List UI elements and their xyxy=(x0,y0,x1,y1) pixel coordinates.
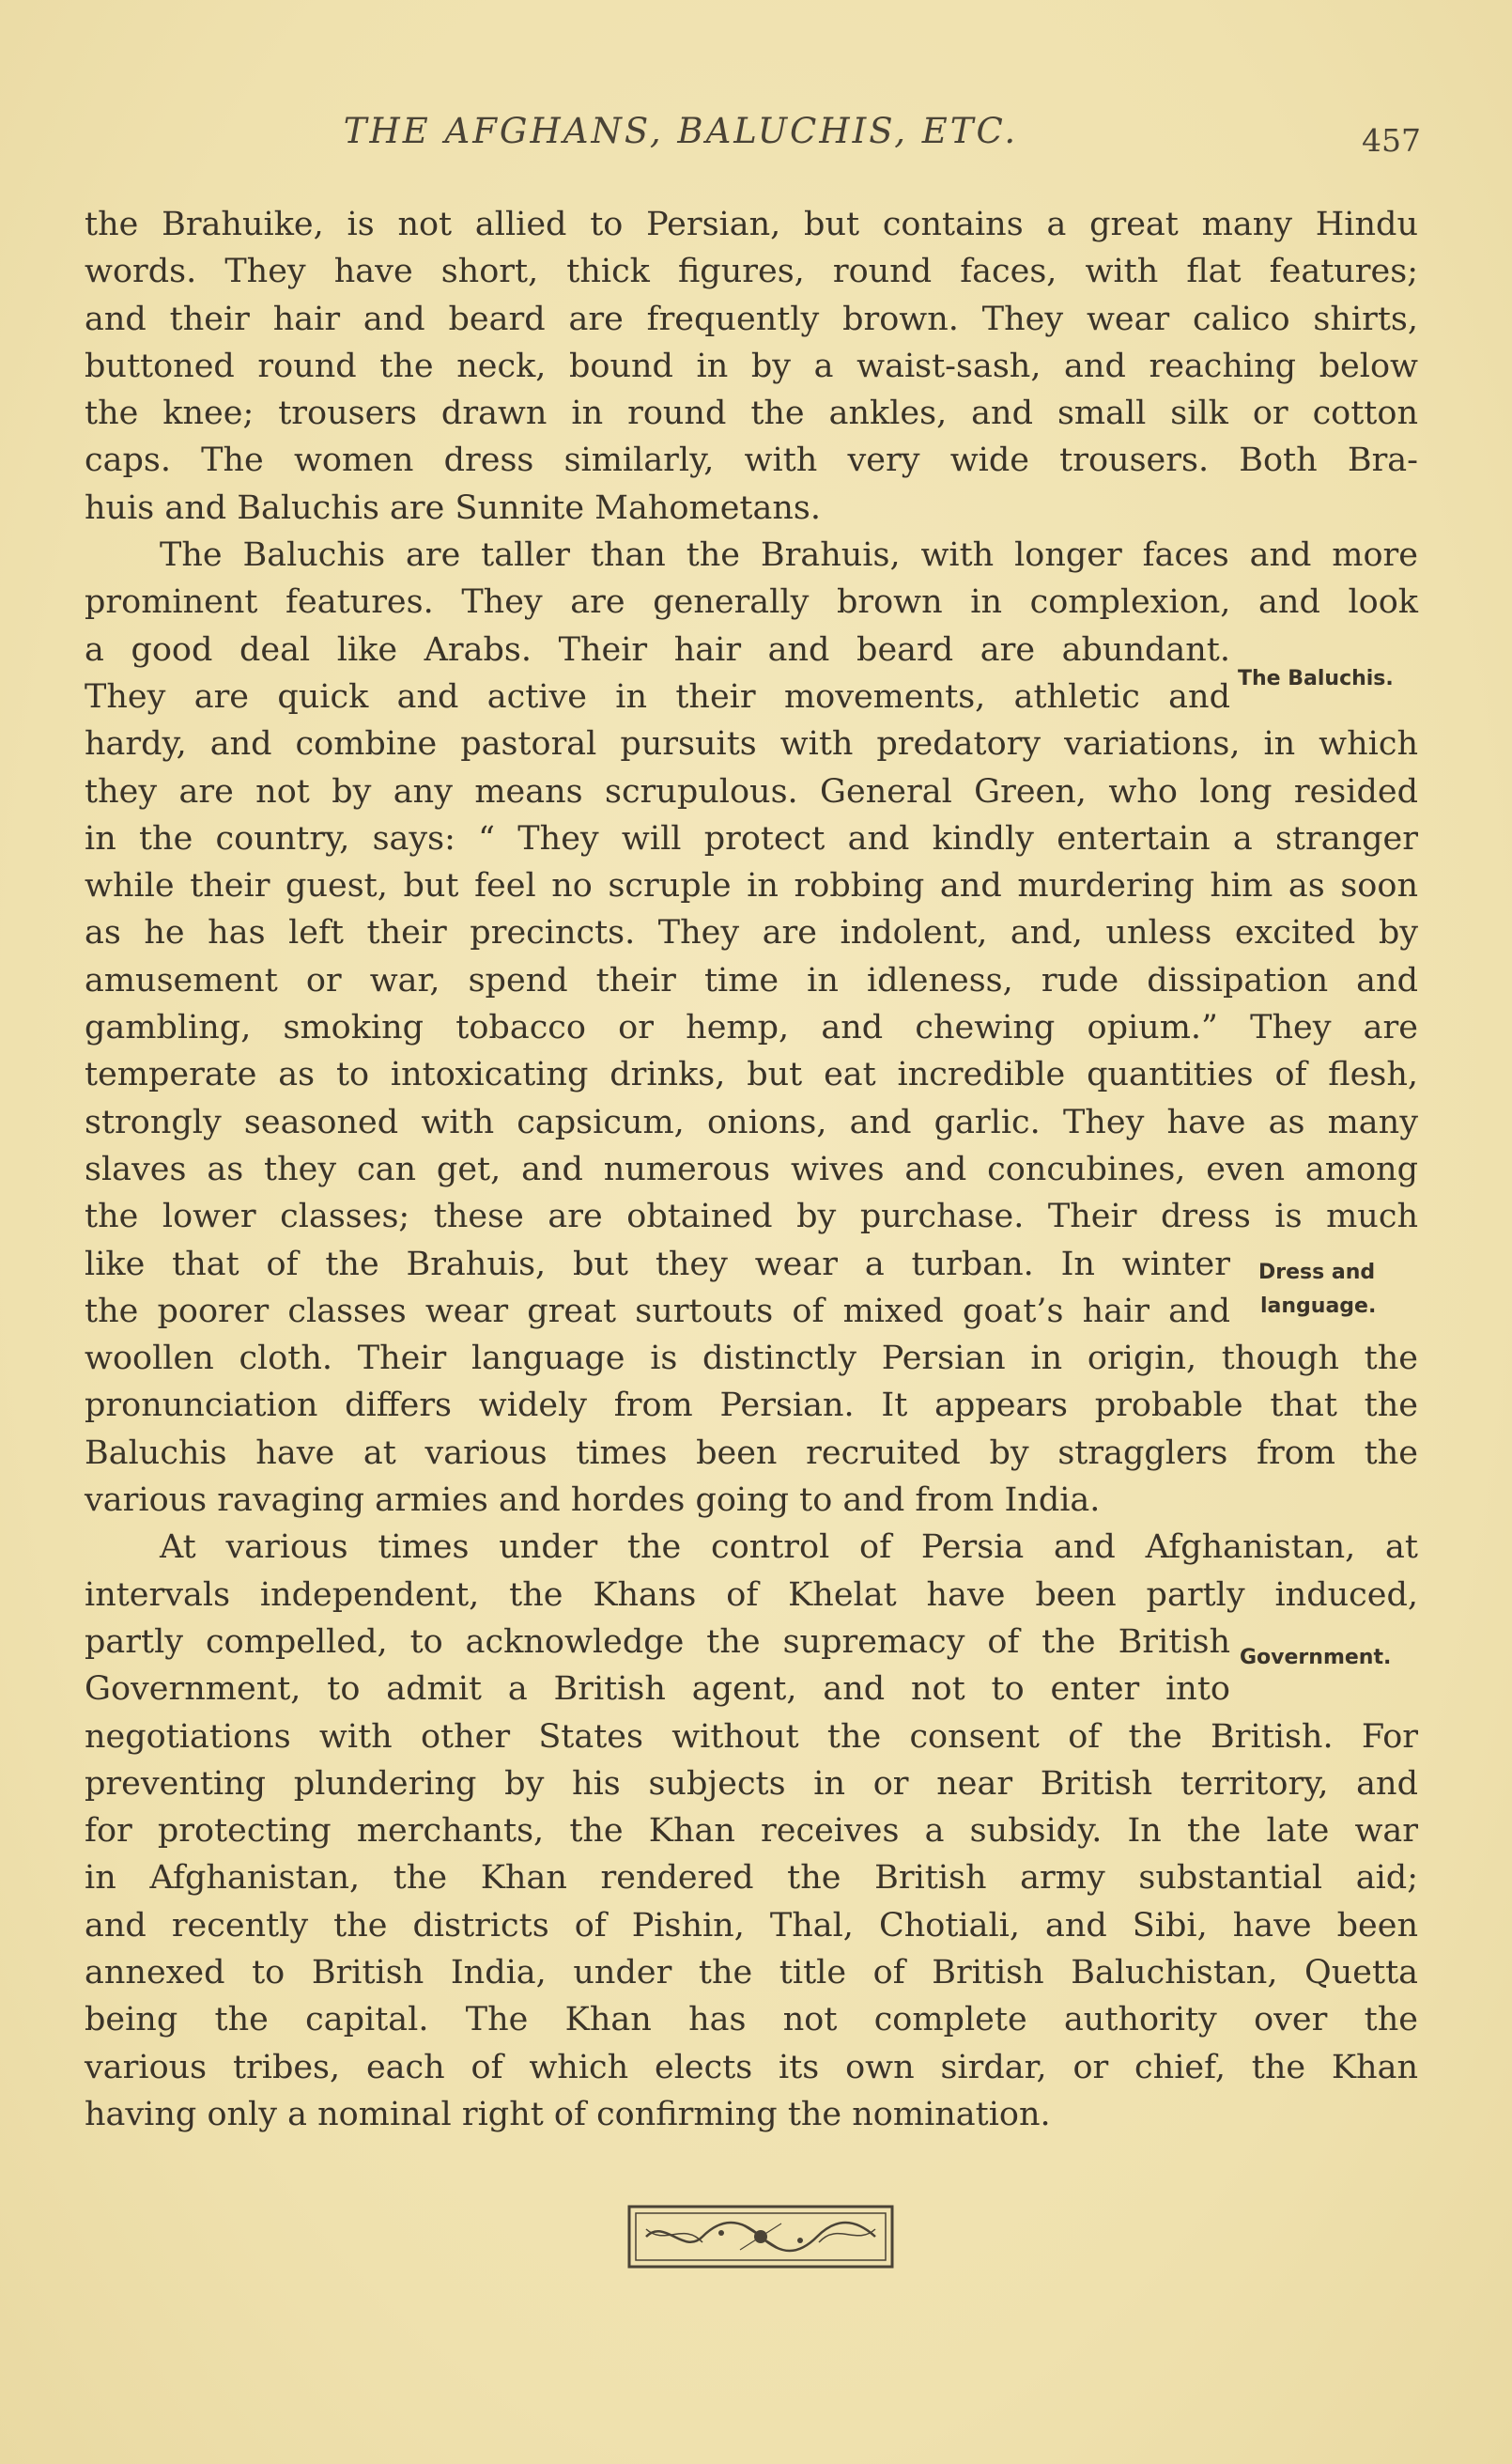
text-line: the knee; trousers drawn in round the ankles, and small silk or cotton xyxy=(85,395,1418,433)
text-line: buttoned round the neck, bound in by a waist-sash, and reaching below xyxy=(85,347,1418,385)
text-line: a good deal like Arabs. Their hair and beard are abundant. xyxy=(85,630,1230,669)
sidenote-language: language. xyxy=(1260,1294,1377,1318)
text-line: for protecting merchants, the Khan receives a subsidy. In the late war xyxy=(85,1812,1418,1851)
text-line: Government, to admit a British agent, and not to enter into xyxy=(85,1670,1230,1709)
text-line: being the capital. The Khan has not complete authority over the xyxy=(85,2001,1418,2039)
text-line: They are quick and active in their movements, athletic and xyxy=(85,677,1230,716)
sidenote-government: Government. xyxy=(1240,1646,1392,1669)
text-line: pronunciation differs widely from Persian. It appears probable that the xyxy=(85,1387,1418,1425)
text-line: having only a nominal right of confirming the nomination. xyxy=(85,2095,1051,2133)
text-line: partly compelled, to acknowledge the supremacy of the British xyxy=(85,1622,1230,1661)
text-line: various tribes, each of which elects its own sirdar, or chief, the Khan xyxy=(85,2048,1418,2086)
text-line: prominent features. They are generally brown in complexion, and look xyxy=(85,583,1418,622)
text-line: The Baluchis are taller than the Brahuis, with longer faces and more xyxy=(160,536,1418,575)
text-line: like that of the Brahuis, but they wear a turban. In winter xyxy=(85,1245,1230,1283)
running-head: THE AFGHANS, BALUCHIS, ETC. xyxy=(343,111,1019,151)
text-line: various ravaging armies and hordes going to and from India. xyxy=(85,1481,1101,1520)
text-line: slaves as they can get, and numerous wives and concubines, even among xyxy=(85,1150,1418,1188)
text-line: while their guest, but feel no scruple in robbing and murdering him as soon xyxy=(85,867,1418,906)
text-line: Baluchis have at various times been recruited by stragglers from the xyxy=(85,1433,1418,1472)
text-line: intervals independent, the Khans of Khelat have been partly induced, xyxy=(85,1575,1418,1614)
text-line: At various times under the control of Persia and Afghanistan, at xyxy=(160,1528,1418,1567)
text-line: they are not by any means scrupulous. General Green, who long resided xyxy=(85,772,1418,811)
text-line: preventing plundering by his subjects in or near British territory, and xyxy=(85,1764,1418,1803)
text-line: strongly seasoned with capsicum, onions, and garlic. They have as many xyxy=(85,1103,1418,1141)
text-line: and their hair and beard are frequently brown. They wear calico shirts, xyxy=(85,300,1418,338)
tailpiece-ornament-icon xyxy=(627,2205,894,2269)
text-line: the lower classes; these are obtained by purchase. Their dress is much xyxy=(85,1198,1418,1236)
text-line: and recently the districts of Pishin, Thal, Chotiali, and Sibi, have been xyxy=(85,1906,1418,1945)
body-text xyxy=(85,201,1418,2138)
text-line: the Brahuike, is not allied to Persian, but contains a great many Hindu xyxy=(85,206,1418,243)
page-header xyxy=(0,111,1512,158)
text-line: in the country, says: “ They will protect and kindly entertain a stranger xyxy=(85,819,1418,858)
text-line: words. They have short, thick figures, round faces, with flat features; xyxy=(85,253,1418,291)
text-line: annexed to British India, under the title of British Baluchistan, Quetta xyxy=(85,1953,1418,1991)
text-line: hardy, and combine pastoral pursuits with predatory variations, in which xyxy=(85,725,1418,764)
sidenote-baluchis: The Baluchis. xyxy=(1238,667,1394,690)
text-line: negotiations with other States without the consent of the British. For xyxy=(85,1717,1418,1756)
sidenote-dress: Dress and xyxy=(1258,1261,1376,1284)
text-line: temperate as to intoxicating drinks, but eat incredible quantities of flesh, xyxy=(85,1056,1418,1094)
text-line: amusement or war, spend their time in idleness, rude dissipation and xyxy=(85,961,1418,1000)
text-line: as he has left their precincts. They are indolent, and, unless excited by xyxy=(85,914,1418,953)
text-line: woollen cloth. Their language is distinctly Persian in origin, though the xyxy=(85,1340,1418,1378)
text-line: the poorer classes wear great surtouts of mixed goat’s hair and xyxy=(85,1292,1230,1330)
text-line: in Afghanistan, the Khan rendered the British army substantial aid; xyxy=(85,1859,1418,1898)
text-line: gambling, smoking tobacco or hemp, and chewing opium.” They are xyxy=(85,1009,1418,1047)
page-number: 457 xyxy=(1362,122,1421,159)
text-line: huis and Baluchis are Sunnite Mahometans. xyxy=(85,488,821,527)
text-line: caps. The women dress similarly, with very wide trousers. Both Bra- xyxy=(85,442,1418,480)
